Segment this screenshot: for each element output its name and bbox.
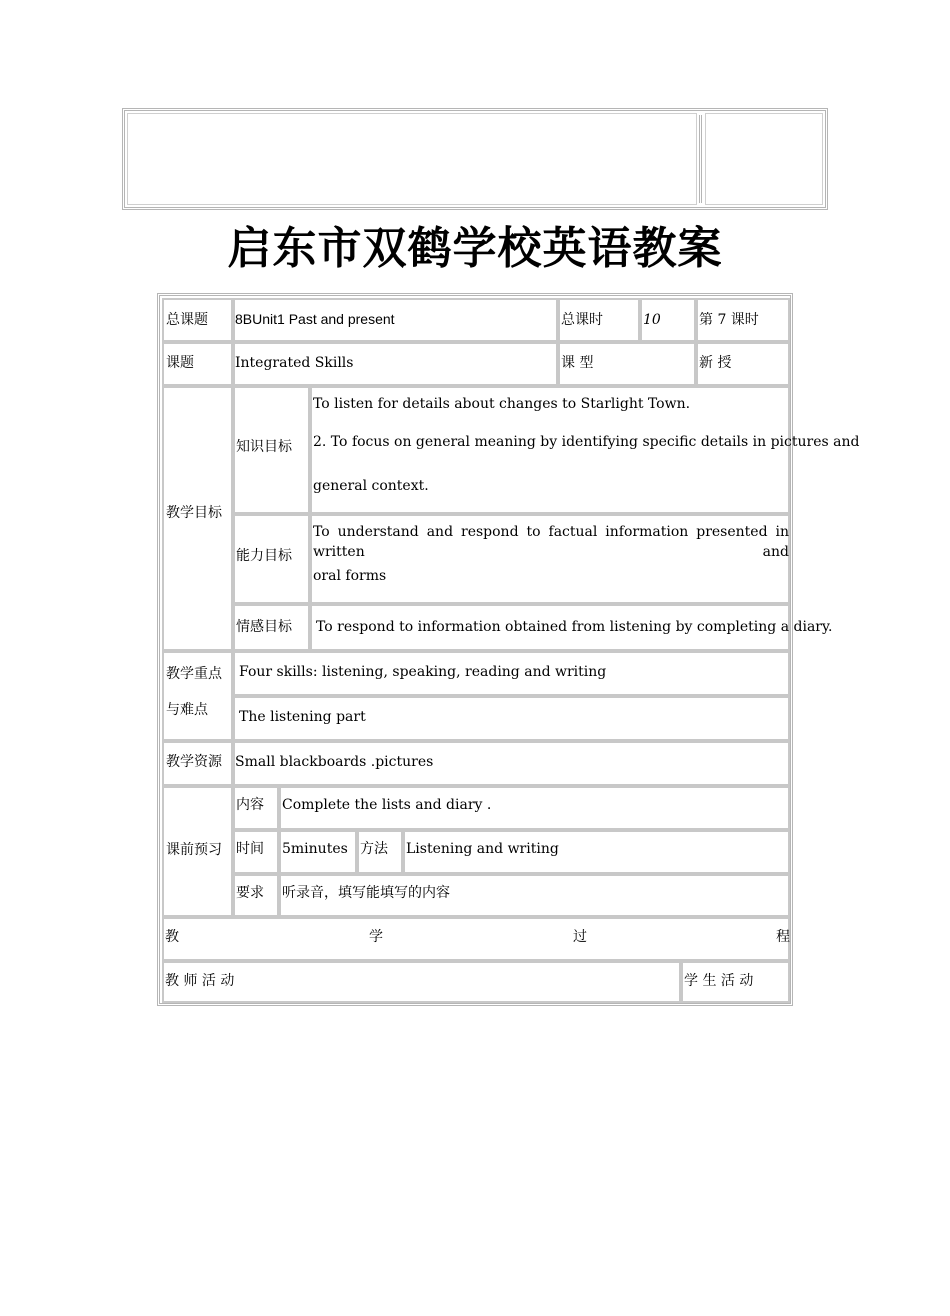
preview-method-value-cell (403, 830, 790, 874)
ability-line-2: oral forms (313, 568, 387, 584)
key-point-1: Four skills: listening, speaking, reading and writing (239, 664, 607, 680)
objectives-label-cell (162, 386, 233, 651)
key-point-1-cell (233, 651, 790, 696)
preview-req-label-cell (233, 874, 279, 917)
process-char-4: 程 (776, 929, 790, 945)
lesson-type-label-cell (558, 342, 696, 386)
resources-label: 教学资源 (166, 754, 222, 770)
process-char-1: 教 (165, 929, 179, 945)
period-value: 第 7 课时 (699, 312, 759, 328)
total-hours-value: 10 (643, 312, 661, 328)
key-points-label-line-1: 教学重点 (166, 666, 222, 682)
preview-req-value: 听录音，填写能填写的内容 (282, 885, 450, 901)
ability-text-cell (310, 514, 790, 604)
preview-label-cell (162, 786, 233, 917)
key-point-2-cell (233, 696, 790, 741)
key-points-label-cell (162, 651, 233, 741)
emotion-label: 情感目标 (236, 619, 292, 635)
student-activity-label: 学 生 活 动 (684, 973, 754, 989)
preview-content-label: 内容 (236, 797, 264, 813)
preview-method-label-cell (357, 830, 403, 874)
document-title: 启东市双鹤学校英语教案 (227, 223, 723, 274)
student-activity-cell (681, 961, 790, 1003)
ability-label-cell (233, 514, 310, 604)
lesson-plan-table (157, 293, 860, 1006)
lesson-type-label: 课 型 (561, 355, 594, 371)
topic-value: 8BUnit1 Past and present (235, 311, 395, 327)
ability-label: 能力目标 (236, 548, 292, 564)
emotion-label-cell (233, 604, 310, 651)
knowledge-label: 知识目标 (236, 439, 292, 455)
preview-time-label: 时间 (236, 841, 264, 857)
process-header-cell (162, 917, 790, 961)
header-left-cell (127, 113, 697, 205)
resources-value-cell (233, 741, 790, 786)
objectives-label: 教学目标 (166, 505, 222, 521)
topic-label-cell (162, 298, 233, 342)
knowledge-label-cell (233, 386, 310, 514)
header-box (122, 108, 828, 210)
total-hours-label: 总课时 (561, 312, 603, 328)
emotion-text: To respond to information obtained from listening by completing a diary. (316, 619, 833, 635)
preview-content-value-cell (279, 786, 790, 830)
resources-label-cell (162, 741, 233, 786)
resources-value: Small blackboards .pictures (235, 754, 434, 770)
preview-content-value: Complete the lists and diary . (282, 797, 492, 813)
teacher-activity-label: 教 师 活 动 (165, 973, 235, 989)
preview-req-label: 要求 (236, 885, 264, 901)
knowledge-line-2: 2. To focus on general meaning by identifying specific details in pictures and (313, 434, 860, 450)
ability-line-1: To understand and respond to factual information presented in written and (313, 524, 789, 560)
total-hours-label-cell (558, 298, 640, 342)
preview-time-value: 5minutes (282, 841, 348, 857)
lesson-value-cell (233, 342, 558, 386)
key-point-2: The listening part (239, 709, 366, 725)
total-hours-value-cell (640, 298, 696, 342)
preview-content-label-cell (233, 786, 279, 830)
preview-req-value-cell (279, 874, 790, 917)
header-right-cell (705, 113, 823, 205)
preview-time-label-cell (233, 830, 279, 874)
topic-value-cell (233, 298, 558, 342)
lesson-label: 课题 (166, 355, 194, 371)
lesson-label-cell (162, 342, 233, 386)
key-points-label-line-2: 与难点 (166, 702, 208, 718)
lesson-type-value-cell (696, 342, 790, 386)
preview-method-value: Listening and writing (406, 841, 559, 857)
knowledge-text-cell (310, 386, 860, 514)
topic-label: 总课题 (166, 312, 208, 328)
preview-time-value-cell (279, 830, 357, 874)
knowledge-line-1: To listen for details about changes to Starlight Town. (313, 396, 691, 412)
lesson-type-value: 新 授 (699, 355, 732, 371)
emotion-text-cell (310, 604, 833, 651)
process-char-3: 过 (573, 929, 587, 945)
knowledge-line-3: general context. (313, 478, 429, 494)
period-cell (696, 298, 790, 342)
preview-label: 课前预习 (166, 842, 222, 858)
lesson-value: Integrated Skills (235, 355, 354, 371)
teacher-activity-cell (162, 961, 681, 1003)
process-char-2: 学 (369, 929, 383, 945)
preview-method-label: 方法 (360, 841, 388, 857)
